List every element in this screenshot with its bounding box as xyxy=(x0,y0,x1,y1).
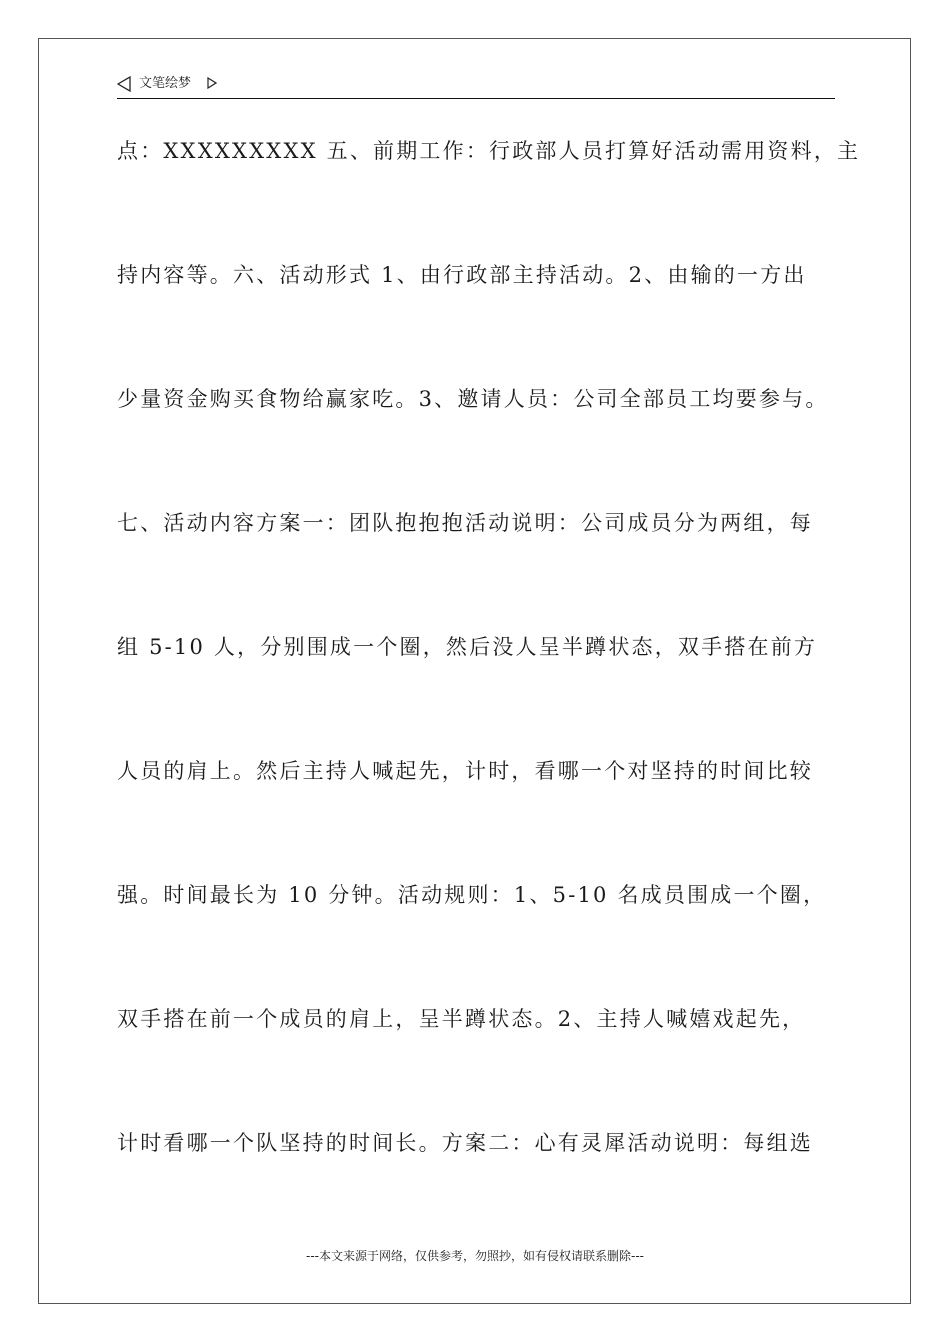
page-footer: ---本文来源于网络，仅供参考，勿照抄，如有侵权请联系删除--- xyxy=(306,1249,644,1263)
text-line: 持内容等。六、活动形式 1、由行政部主持活动。2、由输的一方出 xyxy=(117,263,807,287)
page-header xyxy=(117,73,835,99)
text-line: 人员的肩上。然后主持人喊起先，计时，看哪一个对坚持的时间比较 xyxy=(117,759,813,783)
document-body xyxy=(117,120,861,1236)
text-line: 强。时间最长为 10 分钟。活动规则：1、5-10 名成员围成一个圈， xyxy=(117,883,827,907)
text-line: 点：XXXXXXXXX 五、前期工作：行政部人员打算好活动需用资料，主 xyxy=(117,139,861,163)
header-rule xyxy=(117,98,835,99)
left-triangle-icon xyxy=(117,76,131,92)
text-line: 双手搭在前一个成员的肩上，呈半蹲状态。2、主持人喊嬉戏起先， xyxy=(117,1007,806,1031)
text-line: 少量资金购买食物给赢家吃。3、邀请人员：公司全部员工均要参与。 xyxy=(117,387,829,411)
text-line: 计时看哪一个队坚持的时间长。方案二：心有灵犀活动说明：每组选 xyxy=(117,1131,813,1155)
text-line: 七、活动内容方案一：团队抱抱抱活动说明：公司成员分为两组，每 xyxy=(117,511,813,535)
header-title: 文笔绘梦 xyxy=(139,76,192,91)
text-line: 组 5-10 人，分别围成一个圈，然后没人呈半蹲状态，双手搭在前方 xyxy=(117,635,818,659)
right-triangle-icon xyxy=(207,77,217,89)
